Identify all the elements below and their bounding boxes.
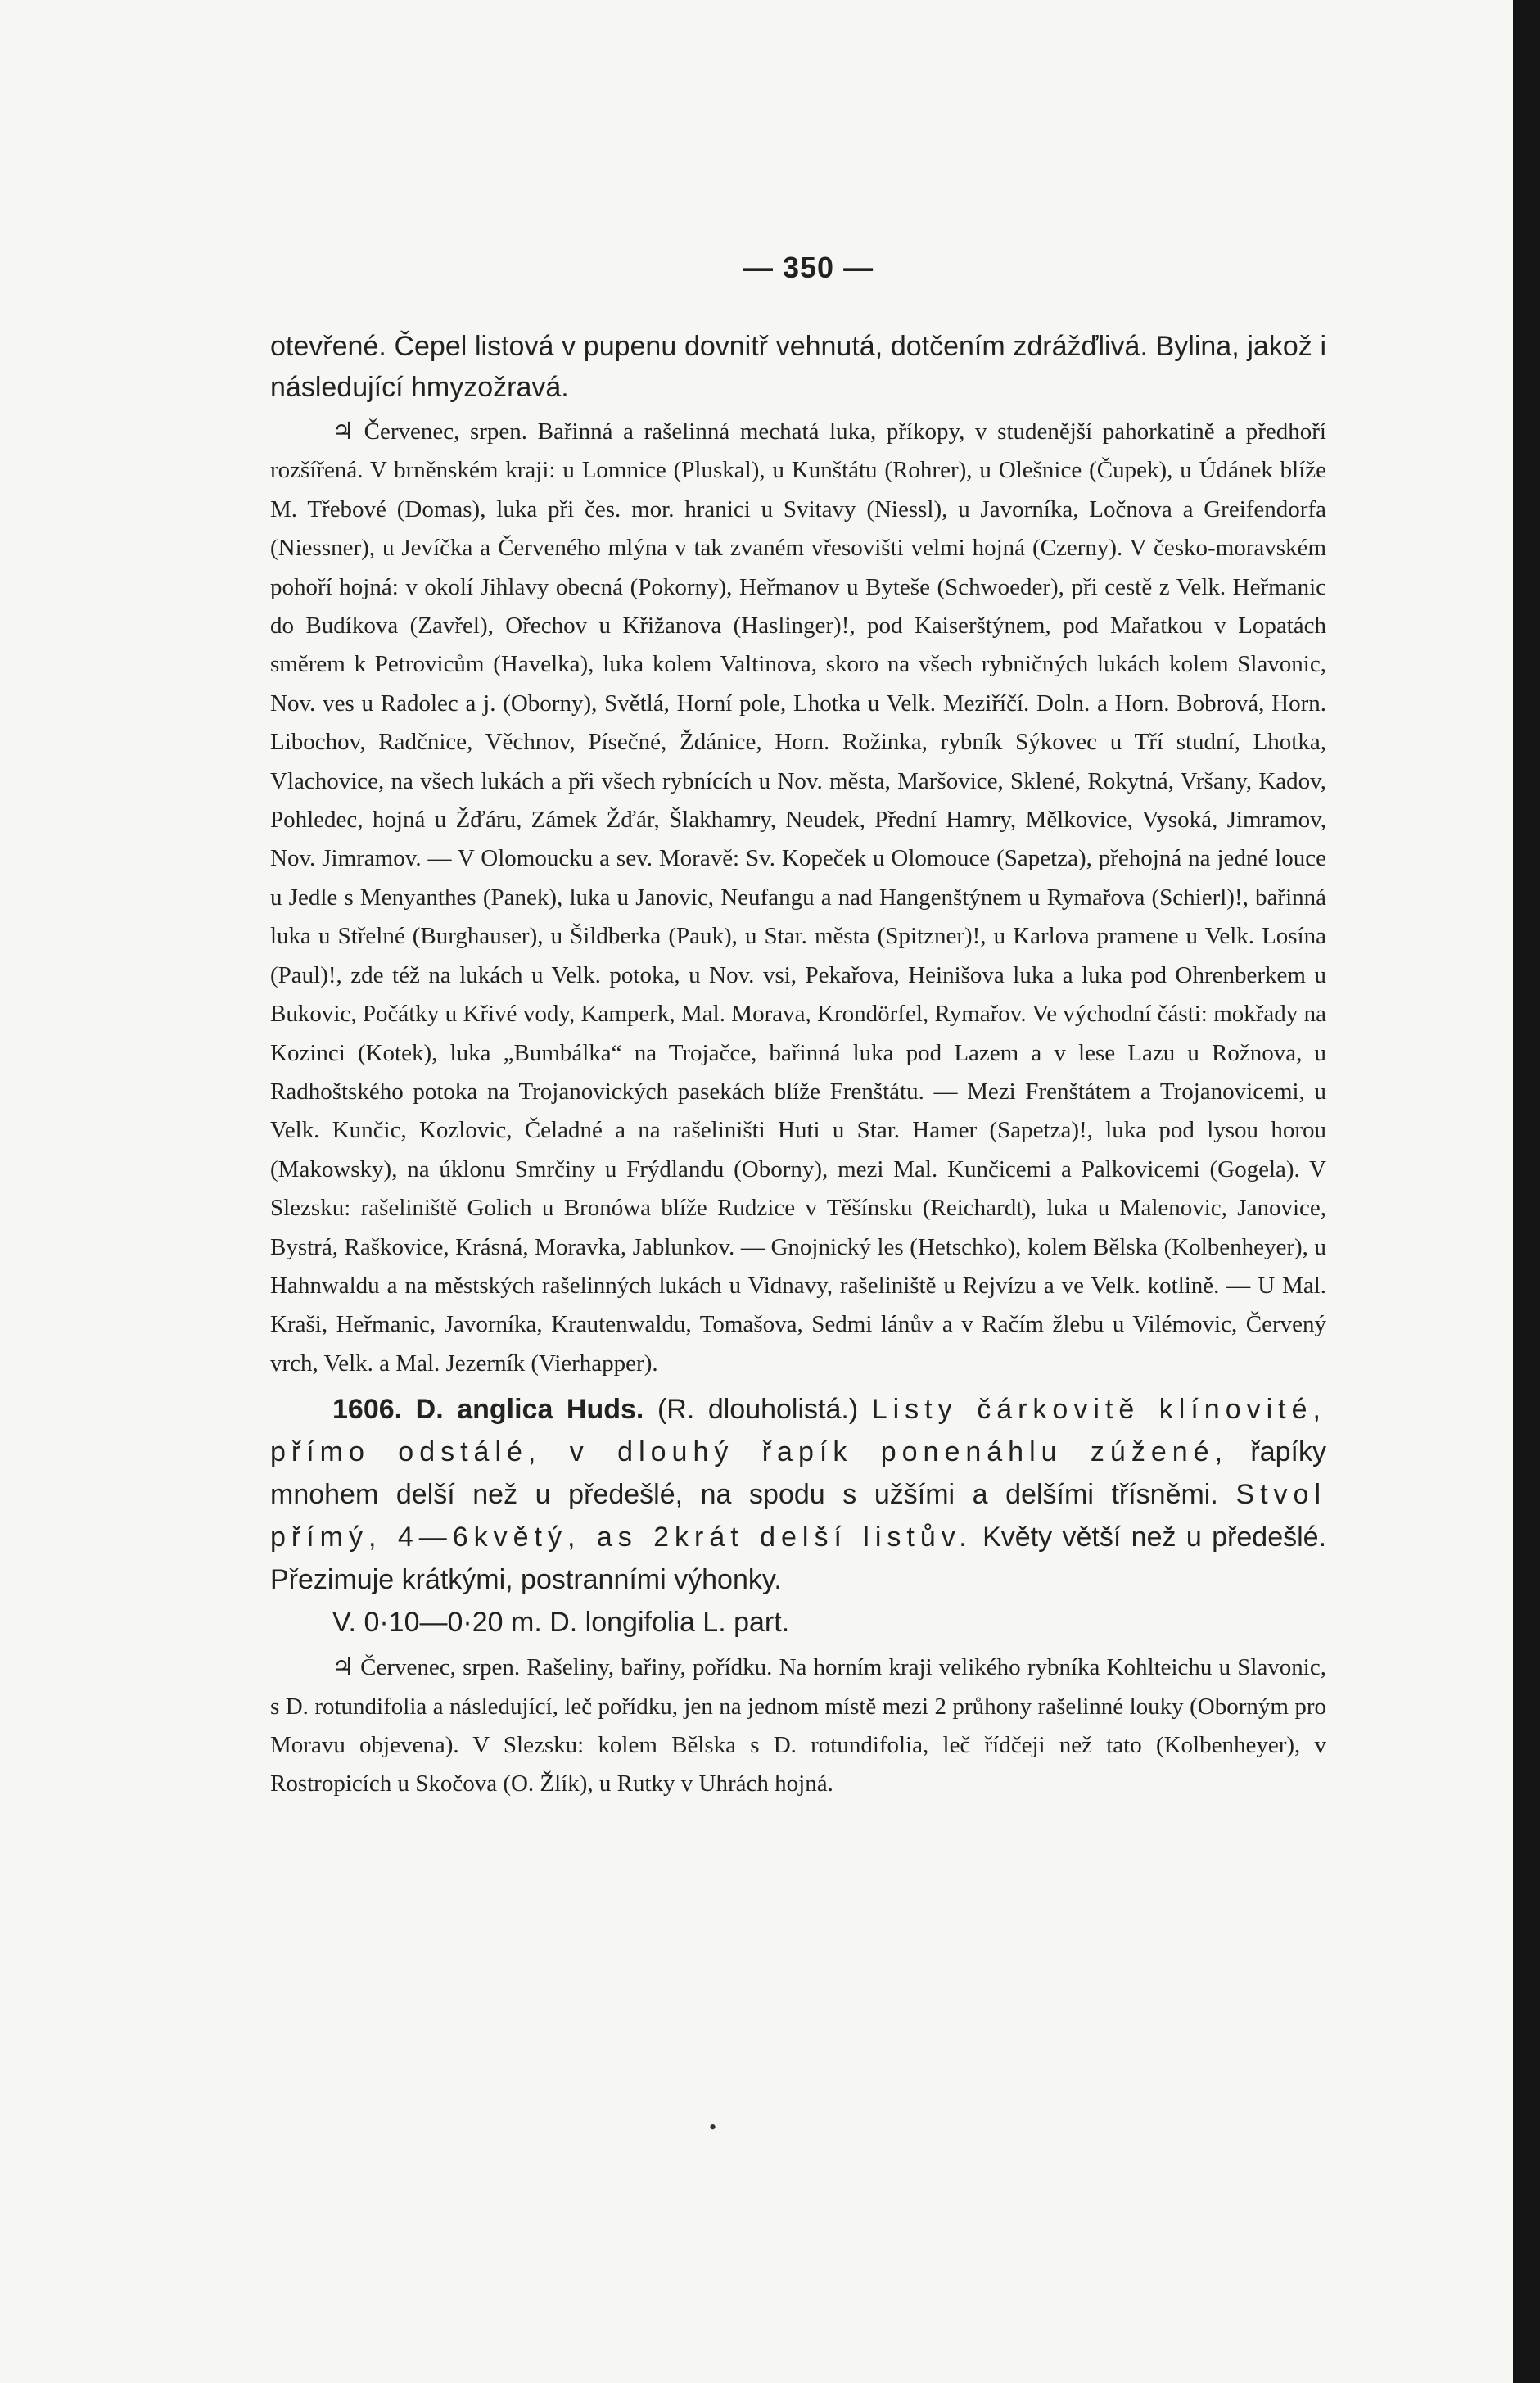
paragraph-continuation: otevřené. Čepel listová v pupenu dovnitř vehnutá, dotčením zdrážďlivá. Bylina, jakož i následující hmyzožravá. <box>270 331 1326 403</box>
species-description-spaced-2: Stvol přímý, 4—6květý, as 2krát delší listův. <box>270 1479 1326 1553</box>
paragraph-habitat-rotundifolia: ♃ Červenec, srpen. Bařinná a rašelinná mechatá luka, příkopy, v studenější pahorkatině a předhoří rozšířená. V brněnském kraji: u Lomnice (Pluskal), u Kunštátu (Rohrer), u Olešnice (Čupek), u Údánek blíže M. Třebové (Domas), luka při čes. mor. hranici u Svitavy (Niessl), u Javorníka, Ločnova a Greifendorfa (Niessner), u Jevíčka a Červeného mlýna v tak zvaném vřesovišti velmi hojná (Czerny). V česko-moravském pohoří hojná: v okolí Jihlavy obecná (Pokorny), Heřmanov u Byteše (Schwoeder), při cestě z Velk. Heřmanic do Budíkova (Zavřel), Ořechov u Křižanova (Haslinger)!, pod Kaiserštýnem, pod Mařatkou v Lopatách směrem k Petrovicům (Havelka), luka kolem Valtinova, skoro na všech rybničných lukách kolem Slavonic, Nov. ves u Radolec a j. (Oborny), Světlá, Horní pole, Lhotka u Velk. Meziříčí. Doln. a Horn. Bobrová, Horn. Libochov, Radčnice, Věchnov, Písečné, Ždánice, Horn. Rožinka, rybník Sýkovec u Tří studní, Lhotka, Vlachovice, na všech lukách a při všech rybnících u Nov. města, Maršovice, Sklené, Rokytná, Vršany, Kadov, Pohledec, hojná u Žďáru, Zámek Žďár, Šlakhamry, Neudek, Přední Hamry, Mělkovice, Vysoká, Jimramov, Nov. Jimramov. — V Olomoucku a sev. Moravě: Sv. Kopeček u Olomouce (Sapetza), přehojná na jedné louce u Jedle s Menyanthes (Panek), luka u Janovic, Neufangu a nad Hangenštýnem u Rymařova (Schierl)!, bařinná luka u Střelné (Burghauser), u Šildberka (Pauk), u Star. města (Spitzner)!, u Karlova pramene u Velk. Losína (Paul)!, zde též na lukách u Velk. potoka, u Nov. vsi, Pekařova, Heinišova luka a luka pod Ohrenberkem u Bukovic, Počátky u Křivé vody, Kamperk, Mal. Morava, Krondörfel, Rymařov. Ve východní části: mokřady na Kozinci (Kotek), luka „Bumbálka“ na Trojačce, bařinná luka pod Lazem a v lese Lazu u Rožnova, u Radhoštského potoka na Trojanovických pasekách blíže Frenštátu. — Mezi Frenštátem a Trojanovicemi, u Velk. Kunčic, Kozlovic, Čeladné a na rašeliništi Huti u Star. Hamer (Sapetza)!, luka pod lysou horou (Makowsky), na úklonu Smrčiny u Frýdlandu (Oborny), mezi Mal. Kunčicemi a Palkovicemi (Gogela). V Slezsku: rašeliniště Golich u Bronówa blíže Rudzice v Těšínsku (Reichardt), luka u Malenovic, Janovice, Bystrá, Raškovice, Krásná, Moravka, Jablunkov. — Gnojnický les (Hetschko), kolem Bělska (Kolbenheyer), u Hahnwaldu a na městských rašelinných lukách u Vidnavy, rašeliniště u Rejvízu a ve Velk. kotlině. — U Mal. Kraši, Heřmanic, Javorníka, Krautenwaldu, Tomašova, Sedmi lánův a v Račím žlebu u Vilémovic, Červený vrch, Velk. a Mal. Jezerník (Vierhapper). <box>270 418 1326 1377</box>
scan-edge <box>1513 0 1540 2383</box>
page-body <box>270 326 1326 1804</box>
species-description-mid: řapíky mnohem delší než u předešlé, na spodu s užšími a delšími třísněmi. <box>270 1436 1326 1511</box>
paragraph-habitat-anglica: ♃ Červenec, srpen. Rašeliny, bařiny, pořídku. Na horním kraji velikého rybníka Kohlteichu u Slavonic, s D. rotundifolia a následující, leč pořídku, jen na jednom místě mezi 2 průhony rašelinné louky (Oborným pro Moravu objevena). V Slezsku: kolem Bělska s D. rotundifolia, leč řídčeji než tato (Kolbenheyer), v Rostropicích u Skočova (O. Žlík), u Rutky v Uhrách hojná. <box>270 1654 1326 1797</box>
species-common-name: (R. dlouholistá.) <box>657 1394 859 1426</box>
species-description-spaced-1: Listy čárkovitě klínovité, přímo odstálé, v dlouhý řapík ponenáhlu zúžené, <box>270 1394 1326 1468</box>
species-size-synonym: V. 0·10—0·20 m. D. longifolia L. part. <box>332 1607 790 1639</box>
species-description-end: Květy větší než u předešlé. Přezimuje krátkými, postranními výhonky. <box>270 1522 1327 1596</box>
species-entry-anglica <box>270 1388 1326 1601</box>
footer-mark: • <box>709 2115 717 2139</box>
page-number: — 350 — <box>743 251 874 284</box>
species-number-name: 1606. D. anglica Huds. <box>332 1394 644 1426</box>
